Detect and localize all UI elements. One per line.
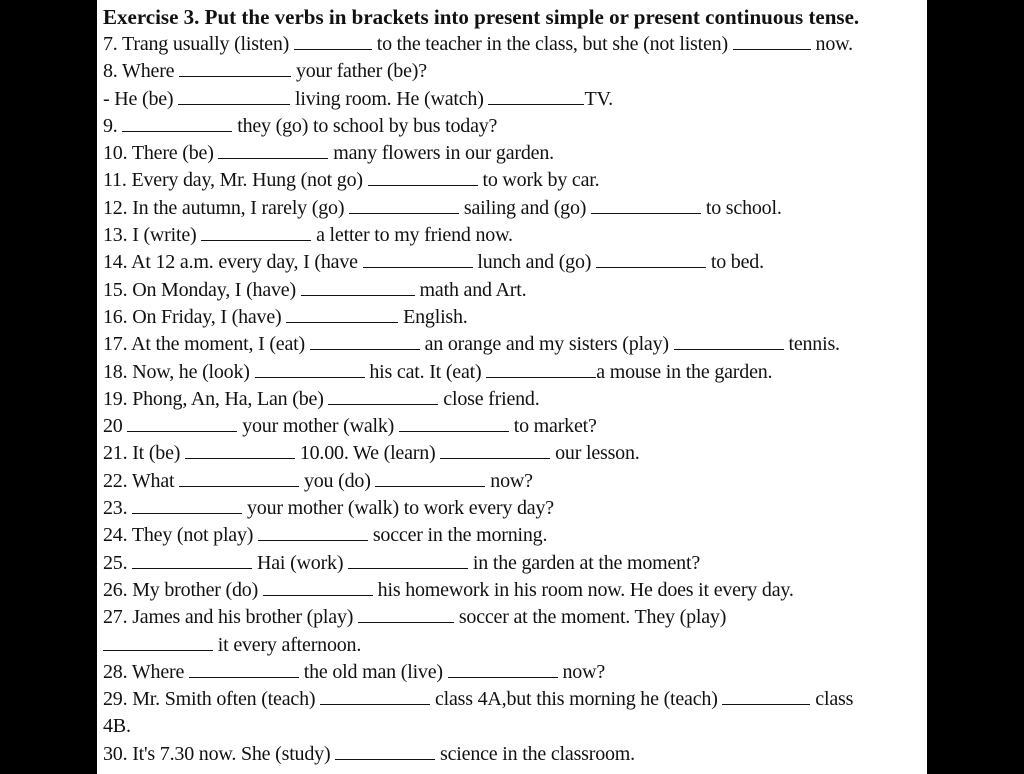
answer-blank[interactable] [301,280,415,296]
answer-blank[interactable] [368,170,478,186]
answer-blank[interactable] [375,471,485,487]
answer-blank[interactable] [255,362,365,378]
answer-blank[interactable] [185,443,295,459]
answer-blank[interactable] [358,607,454,623]
answer-blank[interactable] [733,34,811,50]
question-12: 12. In the autumn, I rarely (go) sailing and (go) to school. [103,196,782,219]
answer-blank[interactable] [488,89,584,105]
answer-blank[interactable] [103,635,213,651]
answer-blank[interactable] [258,525,368,541]
answer-blank[interactable] [722,689,810,705]
answer-blank[interactable] [132,498,242,514]
answer-blank[interactable] [310,334,420,350]
question-7: 7. Trang usually (listen) to the teacher in the class, but she (not listen) now. [103,33,853,55]
answer-blank[interactable] [122,116,232,132]
answer-blank[interactable] [363,252,473,268]
question-17: 17. At the moment, I (eat) an orange and my sisters (play) tennis. [103,333,840,356]
answer-blank[interactable] [440,443,550,459]
answer-blank[interactable] [263,580,373,596]
answer-blank[interactable] [596,252,706,268]
answer-blank[interactable] [294,34,372,50]
answer-blank[interactable] [348,553,468,569]
question-10: 10. There (be) many flowers in our garden. [103,142,554,165]
question-23: 23. your mother (walk) to work every day? [103,497,554,520]
question-27: 27. James and his brother (play) soccer at the moment. They (play) [103,606,727,629]
answer-blank[interactable] [399,416,509,432]
answer-blank[interactable] [179,61,291,77]
question-27-continued: it every afternoon. [103,632,927,659]
answer-blank[interactable] [674,334,784,350]
question-19: 19. Phong, An, Ha, Lan (be) close friend. [103,387,540,410]
question-14: 14. At 12 a.m. every day, I (have lunch and (go) to bed. [103,251,764,274]
question-24: 24. They (not play) soccer in the morning. [103,524,548,547]
question-15: 15. On Monday, I (have) math and Art. [103,278,527,301]
question-28: 28. Where the old man (live) now? [103,660,606,683]
answer-blank[interactable] [178,89,290,105]
answer-blank[interactable] [127,416,237,432]
question-21: 21. It (be) 10.00. We (learn) our lesson. [103,442,640,465]
answer-blank[interactable] [320,689,430,705]
answer-blank[interactable] [448,662,558,678]
answer-blank[interactable] [132,553,252,569]
answer-blank[interactable] [349,198,459,214]
answer-blank[interactable] [218,143,328,159]
question-22: 22. What you (do) now? [103,469,533,492]
answer-blank[interactable] [328,389,438,405]
question-30: 30. It's 7.30 now. She (study) science in the classroom. [103,742,635,765]
answer-blank[interactable] [591,198,701,214]
question-29-continued: 4B. [103,715,131,738]
answer-blank[interactable] [189,662,299,678]
question-13: 13. I (write) a letter to my friend now. [103,224,513,247]
answer-blank[interactable] [286,307,398,323]
question-9: 9. they (go) to school by bus today? [103,114,498,137]
question-8: 8. Where your father (be)? [103,60,427,83]
question-18: 18. Now, he (look) his cat. It (eat) a mouse in the garden. [103,360,773,383]
question-11: 11. Every day, Mr. Hung (not go) to work by car. [103,169,600,192]
worksheet-page [97,0,927,774]
question-20: 20 your mother (walk) to market? [103,415,597,438]
question-25: 25. Hai (work) in the garden at the moment? [103,551,701,574]
question-8-answer: - He (be) living room. He (watch) TV. [103,87,613,110]
exercise-title: Exercise 3. Put the verbs in brackets into present simple or present continuous tense. [103,5,860,29]
question-29: 29. Mr. Smith often (teach) class 4A,but this morning he (teach) class [103,688,854,711]
answer-blank[interactable] [179,471,299,487]
answer-blank[interactable] [486,362,596,378]
answer-blank[interactable] [201,225,311,241]
question-26: 26. My brother (do) his homework in his room now. He does it every day. [103,578,794,601]
answer-blank[interactable] [335,744,435,760]
question-16: 16. On Friday, I (have) English. [103,305,468,328]
